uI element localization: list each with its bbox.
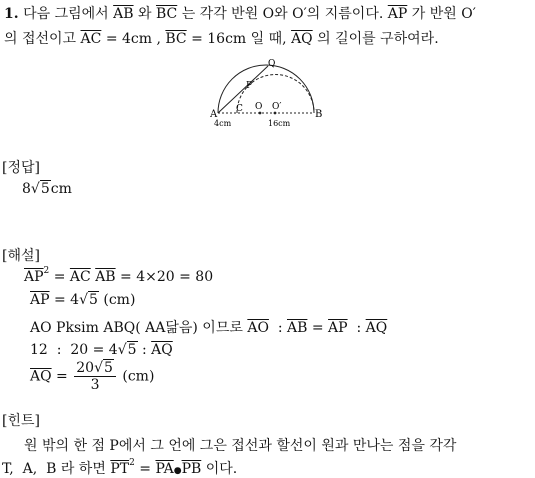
hint-line-2 xyxy=(2,458,237,478)
segment-ao: $\overline{AO}$ xyxy=(247,320,269,336)
solution-line-3 xyxy=(30,317,387,337)
solution-line-1 xyxy=(24,266,213,285)
hint-line-1: 원 밖의 한 점 P에서 그 언에 그은 접선과 할선이 원과 만나는 점을 각각 xyxy=(24,438,457,454)
problem-text: 다음 그림에서 xyxy=(23,6,109,22)
problem-text: 의 길이를 구하여라. xyxy=(317,31,439,47)
radicand: 5 xyxy=(127,342,137,358)
segment-aq: $\overline{AQ}$ xyxy=(365,320,388,336)
semicircle-figure xyxy=(210,56,330,132)
segment-ap: $\overline{AP}$ xyxy=(328,320,348,336)
problem-text: 와 xyxy=(138,6,152,22)
bullet-dot: ● xyxy=(173,466,182,476)
answer-unit: cm xyxy=(50,181,72,197)
equals-coef: = 4 xyxy=(53,292,80,308)
problem-number: 1. xyxy=(4,6,19,22)
problem-text: 가 반원 O′ xyxy=(411,6,476,22)
segment-pb: $\overline{PB}$ xyxy=(181,461,202,477)
segment-ac: $\overline{AC}$ xyxy=(69,269,91,285)
answer-coef: 8 xyxy=(22,181,31,197)
label-o-prime: O′ xyxy=(272,102,282,112)
problem-text: 는 각각 반원 O와 O′의 지름이다. xyxy=(181,6,384,22)
segment-bc: $\overline{BC}$ xyxy=(155,6,178,22)
solution-line-4 xyxy=(30,342,173,358)
label-o: O xyxy=(255,102,263,112)
ratio-text: 12 : 20 = 4 xyxy=(30,342,118,358)
segment-ap: $\overline{AP}$ xyxy=(24,269,44,285)
problem-line-2 xyxy=(4,28,439,48)
segment-aq: $\overline{AQ}$ xyxy=(30,368,52,385)
sqrt-icon: √ xyxy=(79,292,88,308)
equals: = xyxy=(139,461,151,477)
problem-text: 의 접선이고 xyxy=(4,31,77,47)
point-o xyxy=(259,112,262,115)
label-length-ac: 4cm xyxy=(214,119,232,128)
equals: = xyxy=(53,269,66,285)
label-a: A xyxy=(210,109,218,120)
segment-pa: $\overline{PA}$ xyxy=(155,461,174,477)
similarity-text: AO Pksim ABQ( AA닮음) 이므로 xyxy=(30,320,243,336)
solution-line-5 xyxy=(30,360,154,393)
segment-ap: $\overline{AP}$ xyxy=(30,292,50,308)
problem-text: = 16cm 일 때, xyxy=(191,31,287,47)
unit: (cm) xyxy=(103,292,136,308)
fraction-denominator: 3 xyxy=(90,377,100,393)
sqrt-icon: √ xyxy=(117,342,127,358)
equals: = xyxy=(311,320,324,336)
numerator-coef: 20 xyxy=(76,360,95,376)
fraction-numerator xyxy=(74,360,116,377)
label-b: B xyxy=(315,109,323,120)
label-length-cb: 16cm xyxy=(268,119,291,128)
answer-value xyxy=(22,181,72,197)
ratio-colon: : xyxy=(277,320,283,336)
label-q: Q xyxy=(268,59,276,69)
semicircle-o xyxy=(218,65,314,113)
problem-text: = 4cm , xyxy=(105,31,161,47)
sqrt-icon: √ xyxy=(94,360,103,376)
sqrt-icon: √ xyxy=(30,181,40,197)
problem-line-1 xyxy=(4,3,476,23)
label-c: C xyxy=(236,104,243,114)
answer-radicand: 5 xyxy=(40,181,50,197)
fraction xyxy=(74,360,116,393)
segment-bc: $\overline{BC}$ xyxy=(165,31,187,47)
point-o-prime xyxy=(274,112,277,115)
segment-aq: $\overline{AQ}$ xyxy=(291,31,313,47)
equals: = xyxy=(56,368,68,385)
hint-text: T, A, B 라 하면 xyxy=(2,461,106,477)
solution-heading: [해설] xyxy=(2,248,40,264)
segment-pt: $\overline{PT}$ xyxy=(110,461,130,477)
label-p: P xyxy=(246,81,253,91)
segment-ab: $\overline{AB}$ xyxy=(113,6,134,22)
ratio-colon: : xyxy=(137,342,147,358)
radicand: 5 xyxy=(89,292,98,308)
segment-ap: $\overline{AP}$ xyxy=(387,6,408,22)
segment-ab: $\overline{AB}$ xyxy=(287,320,308,336)
product-rhs: = 4×20 = 80 xyxy=(120,269,214,285)
solution-line-2 xyxy=(30,292,135,308)
segment-aq: $\overline{AQ}$ xyxy=(151,342,173,358)
hint-heading: [힌트] xyxy=(2,413,40,429)
radicand: 5 xyxy=(103,360,113,376)
unit: (cm) xyxy=(122,368,155,385)
exponent: 2 xyxy=(43,266,50,276)
segment-ac: $\overline{AC}$ xyxy=(80,31,102,47)
answer-heading: [정답] xyxy=(2,160,40,176)
segment-ab: $\overline{AB}$ xyxy=(95,269,116,285)
exponent: 2 xyxy=(129,458,135,468)
hint-text: 이다. xyxy=(205,461,238,477)
ratio-colon: : xyxy=(356,320,362,336)
